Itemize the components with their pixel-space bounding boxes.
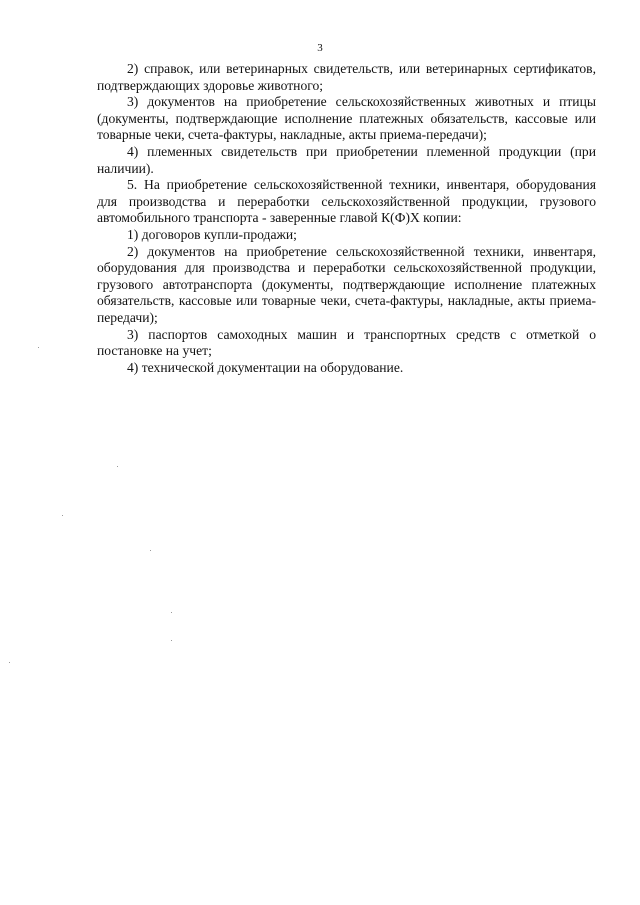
scan-speck	[62, 515, 63, 516]
scan-speck	[38, 347, 39, 348]
scan-speck	[150, 550, 151, 551]
scan-speck	[171, 612, 172, 613]
scan-speck	[117, 466, 118, 467]
paragraph-equipment-purchase-heading: 5. На приобретение сельскохозяйственной техники, инвентаря, оборудования для производства и переработки сельскохозяйственной продукции, грузового автомобильного транспорта - заверенные главой К(Ф)Х копии:	[97, 177, 596, 226]
paragraph-equipment-purchase-docs: 2) документов на приобретение сельскохозяйственной техники, инвентаря, оборудования для производства и переработки сельскохозяйственной продукции, грузового автотранспорта (документы, подтверждающие исполнение платежных обязательств, кассовые или товарные чеки, счета-фактуры, накладные, акты приема-передачи);	[97, 243, 596, 325]
paragraph-breeding-certificates: 4) племенных свидетельств при приобретении племенной продукции (при наличии).	[97, 143, 596, 176]
document-body	[97, 61, 596, 376]
paragraph-vet-certificates: 2) справок, или ветеринарных свидетельств, или ветеринарных сертификатов, подтверждающих здоровье животного;	[97, 61, 596, 93]
paragraph-sales-contracts: 1) договоров купли-продажи;	[127, 226, 297, 242]
paragraph-vehicle-passports: 3) паспортов самоходных машин и транспортных средств с отметкой о постановке на учет;	[97, 326, 596, 359]
scan-speck	[171, 640, 172, 641]
paragraph-animal-purchase-docs: 3) документов на приобретение сельскохозяйственных животных и птицы (документы, подтверждающие исполнение платежных обязательств, кассовые или товарные чеки, счета-фактуры, накладные, акты приема-передачи);	[97, 94, 596, 143]
paragraph-technical-documentation: 4) технической документации на оборудование.	[127, 359, 404, 375]
page-number: 3	[317, 42, 323, 54]
scan-speck	[9, 662, 10, 663]
